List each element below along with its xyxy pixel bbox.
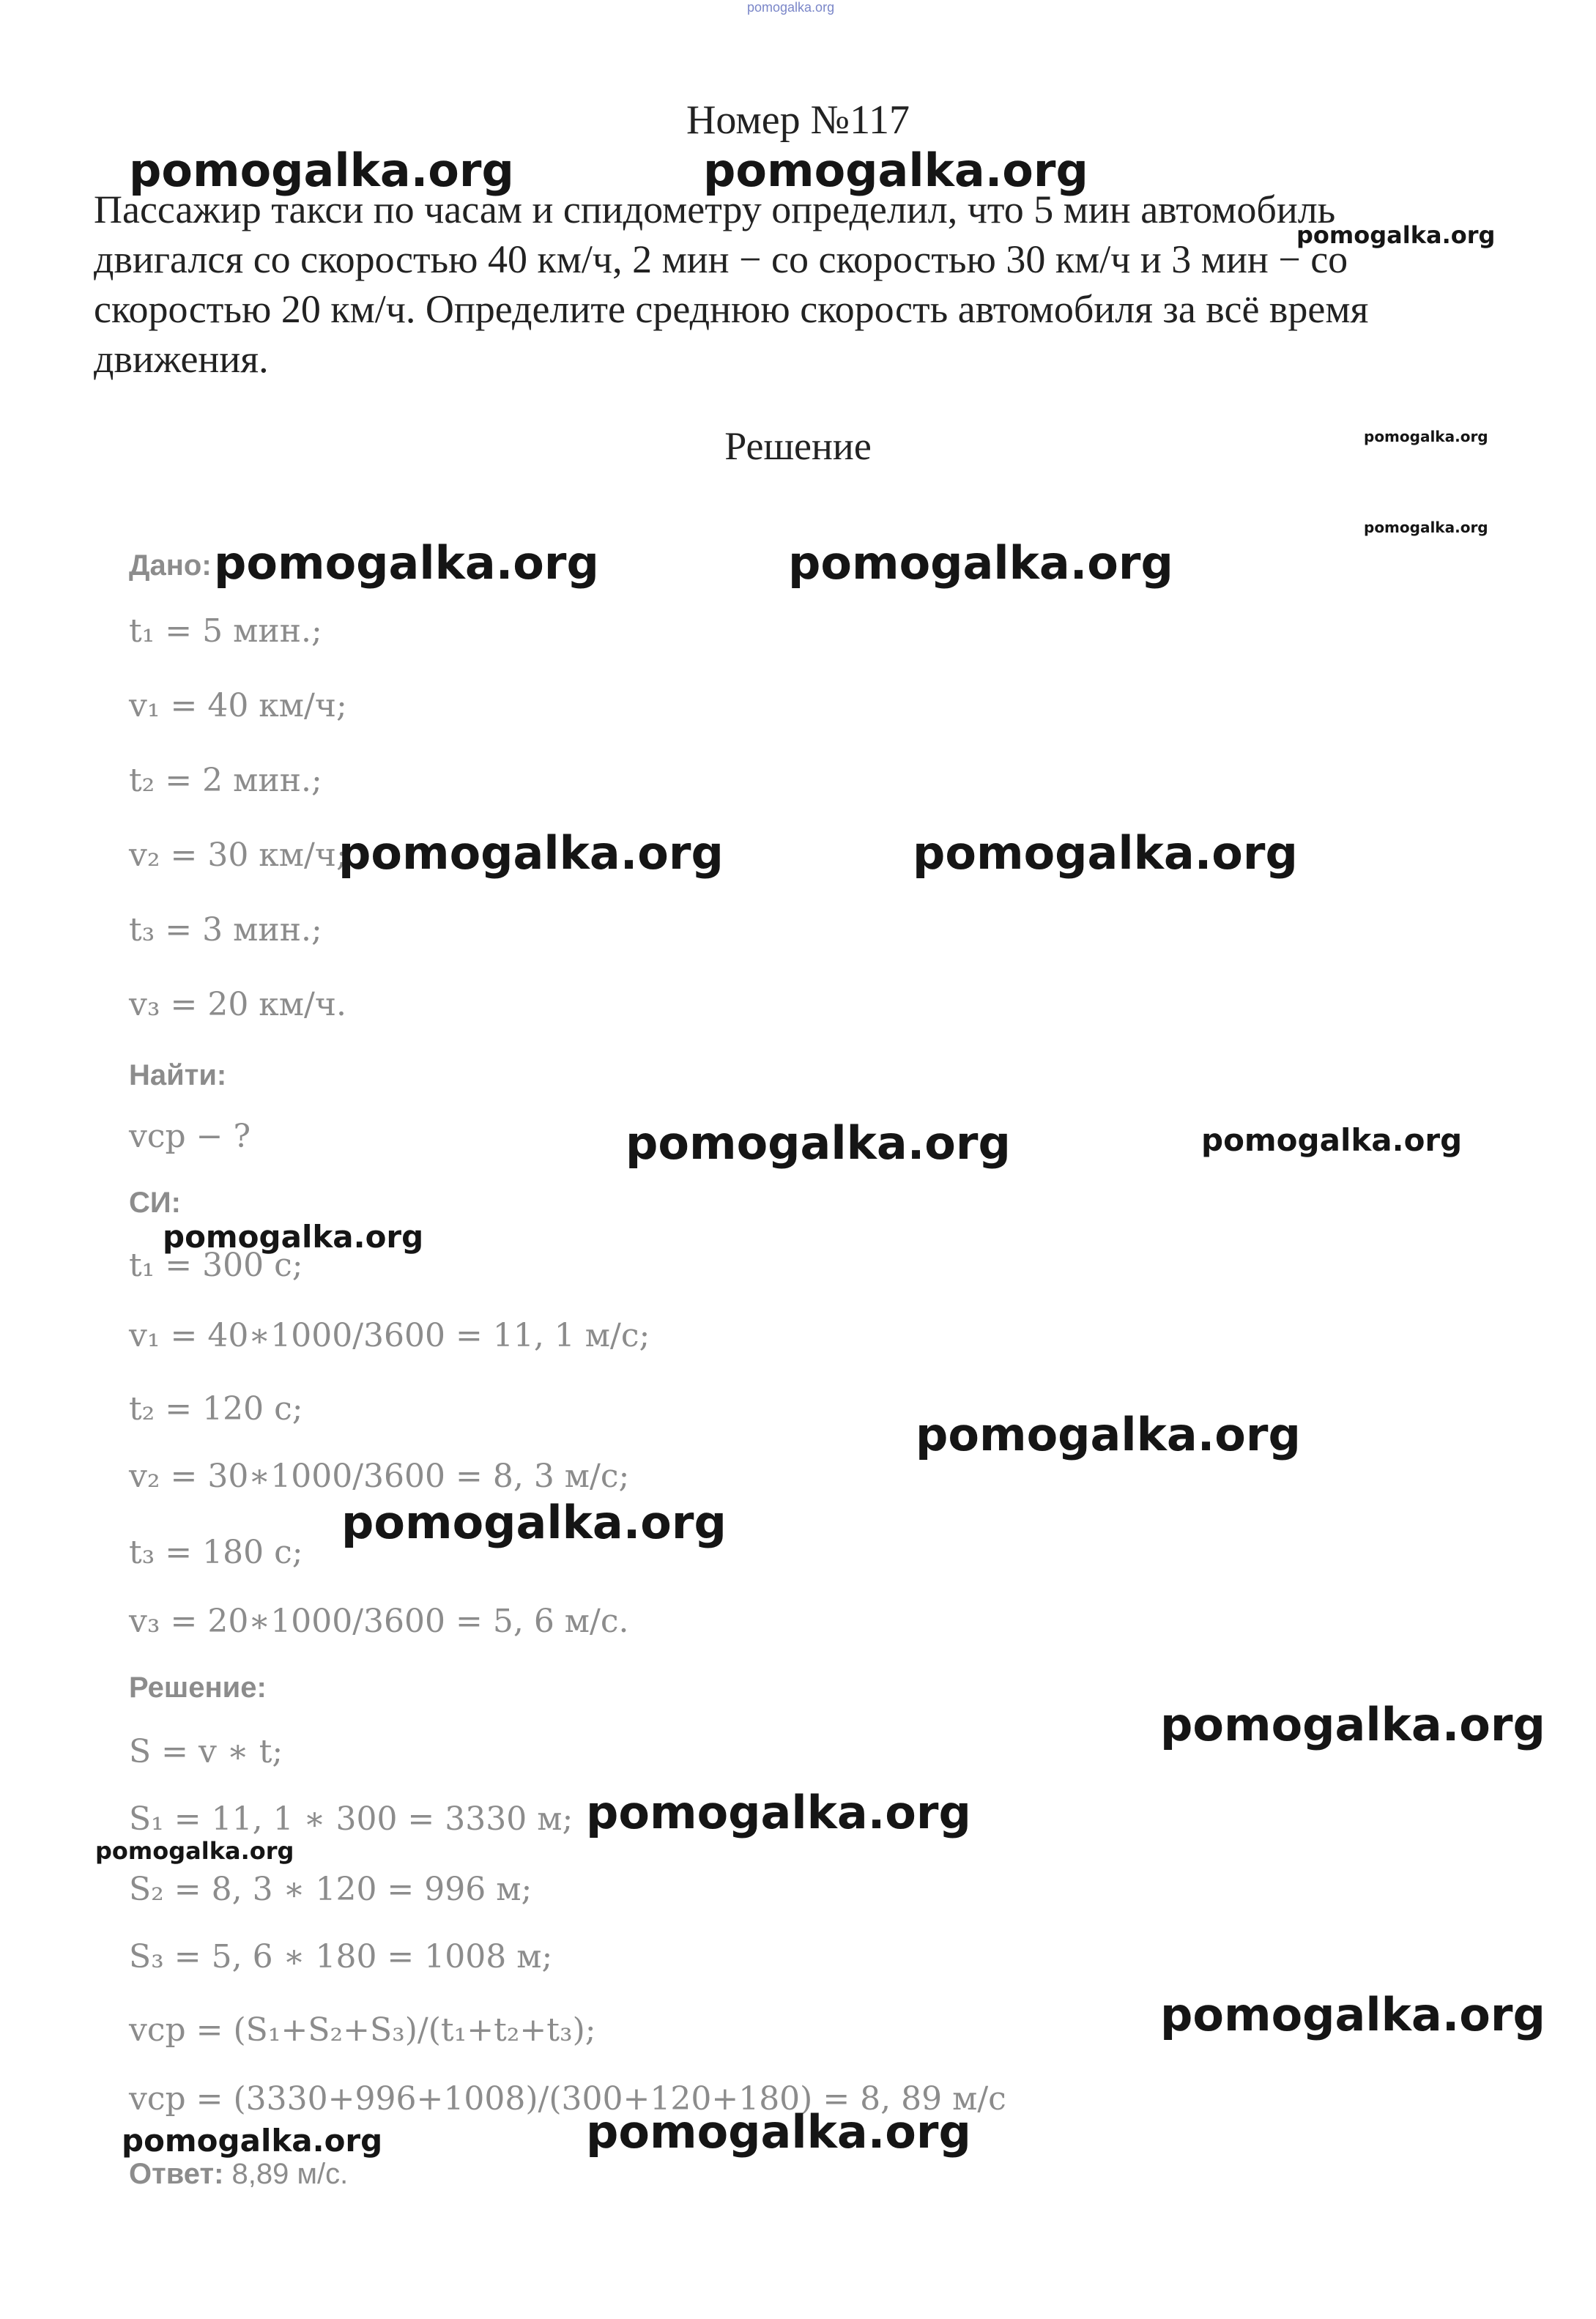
solution-item: S₂ = 8, 3 ∗ 120 = 996 м; [129,1871,532,1908]
given-item: t₃ = 3 мин.; [129,911,322,949]
solution-item: vср = (S₁+S₂+S₃)/(t₁+t₂+t₃); [129,2011,596,2049]
watermark: pomogalka.org [95,1837,294,1865]
si-item: t₃ = 180 с; [129,1534,303,1571]
find-label: Найти: [129,1059,227,1091]
watermark: pomogalka.org [916,1408,1301,1461]
given-item: v₁ = 40 км/ч; [129,687,347,724]
watermark: pomogalka.org [163,1219,424,1255]
problem-statement [94,185,1529,384]
watermark: pomogalka.org [338,826,724,880]
watermark: pomogalka.org [586,2105,971,2159]
problem-line: скоростью 20 км/ч. Определите среднюю скорость автомобиля за всё время [94,287,1369,331]
given-item: v₃ = 20 км/ч. [129,986,346,1023]
si-item: t₁ = 300 с; [129,1247,303,1284]
si-item: t₂ = 120 с; [129,1390,303,1428]
watermark: pomogalka.org [341,1496,727,1549]
watermark: pomogalka.org [1160,1988,1545,2041]
answer-line [129,2158,348,2191]
page-title: Номер №117 [686,97,910,143]
given-item: t₁ = 5 мин.; [129,612,322,650]
watermark: pomogalka.org [1160,1698,1545,1751]
given-item: t₂ = 2 мин.; [129,762,322,799]
watermark: pomogalka.org [626,1116,1011,1170]
solution-item: vср = (3330+996+1008)/(300+120+180) = 8, 89 м/с [129,2080,1006,2118]
solution-label: Решение: [129,1671,267,1704]
answer-value: 8,89 м/с. [231,2158,349,2190]
watermark: pomogalka.org [586,1786,971,1839]
find-item: vср − ? [129,1118,251,1155]
watermark: pomogalka.org [1296,221,1496,249]
solution-heading: Решение [724,424,872,468]
watermark: pomogalka.org [1364,428,1488,445]
watermark: pomogalka.org [1201,1122,1463,1158]
watermark: pomogalka.org [129,144,514,197]
si-item: v₂ = 30∗1000/3600 = 8, 3 м/с; [129,1458,630,1495]
solution-item: S₁ = 11, 1 ∗ 300 = 3330 м; [129,1800,574,1838]
top-watermark: pomogalka.org [747,0,835,15]
watermark: pomogalka.org [788,536,1173,590]
given-label: Дано: [129,549,212,582]
watermark: pomogalka.org [214,536,599,590]
answer-label: Ответ: [129,2158,224,2190]
watermark: pomogalka.org [1364,519,1488,536]
watermark: pomogalka.org [122,2123,383,2159]
solution-item: S = v ∗ t; [129,1733,283,1770]
si-item: v₁ = 40∗1000/3600 = 11, 1 м/с; [129,1317,650,1354]
problem-line: движения. [94,337,269,381]
solution-item: S₃ = 5, 6 ∗ 180 = 1008 м; [129,1938,553,1975]
watermark: pomogalka.org [913,826,1298,880]
si-item: v₃ = 20∗1000/3600 = 5, 6 м/с. [129,1603,629,1640]
si-label: СИ: [129,1187,181,1219]
problem-line: Пассажир такси по часам и спидометру определил, что 5 мин автомобиль [94,188,1336,231]
watermark: pomogalka.org [703,144,1088,197]
problem-line: двигался со скоростью 40 км/ч, 2 мин − со скоростью 30 км/ч и 3 мин − со [94,237,1348,281]
given-item: v₂ = 30 км/ч; [129,836,347,874]
